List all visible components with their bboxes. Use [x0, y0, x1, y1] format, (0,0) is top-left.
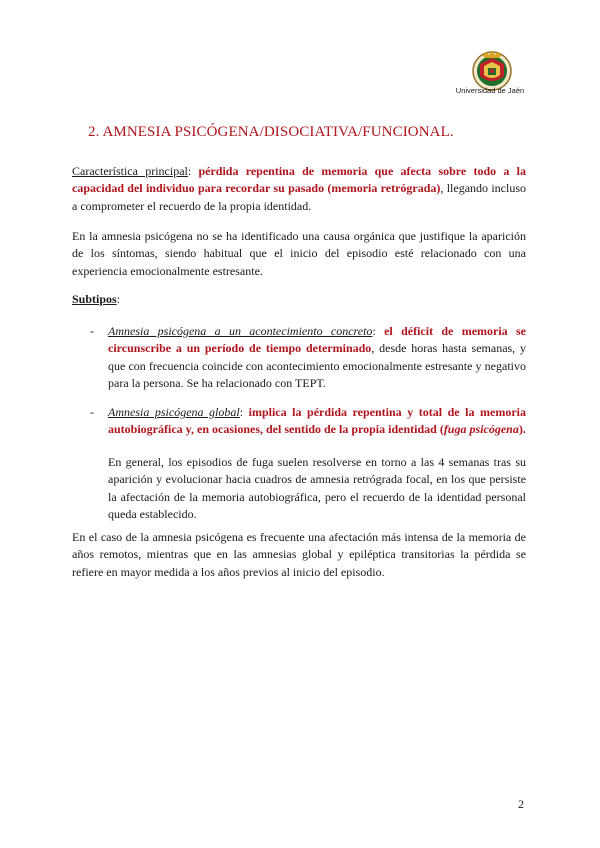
subtype-sep: :	[239, 405, 249, 419]
subtype-name: Amnesia psicógena a un acontecimiento concreto	[108, 324, 373, 338]
subtype-item-concrete-event	[108, 323, 526, 393]
characteristic-rest: , llegando incluso a comprometer el recuerdo de la propia identidad.	[72, 181, 527, 213]
subtypes-label: Subtipos	[72, 292, 117, 306]
origin-paragraph: En la amnesia psicógena no se ha identificado una causa orgánica que justifique la aparición de los síntomas, siendo habitual que el inicio del episodio esté relacionado con una experiencia emocionalmente estresante.	[72, 229, 526, 278]
subtype-sep: :	[372, 324, 385, 338]
subtype-highlight-italic: fuga psicógena	[443, 422, 519, 437]
main-characteristic-paragraph	[72, 163, 526, 215]
subtypes-colon: :	[116, 292, 121, 306]
characteristic-highlight: pérdida repentina de memoria que afecta sobre todo a la capacidad del individuo para recordar su pasado (memoria retrógrada)	[72, 164, 526, 196]
subtype-highlight: el déficit de memoria se circunscribe a un período de tiempo determinado	[108, 324, 526, 356]
page-number: 2	[518, 797, 524, 811]
subtype-name: Amnesia psicógena global	[108, 405, 240, 419]
list-bullet: -	[90, 324, 94, 338]
subtypes-heading	[72, 291, 526, 308]
list-bullet: -	[90, 405, 94, 419]
subtype-highlight: implica la pérdida repentina y total de la memoria autobiográfica y, en ocasiones, del sentido de la propia identidad (	[108, 405, 526, 437]
characteristic-label: Característica principal	[72, 164, 188, 178]
section-title: 2. AMNESIA PSICÓGENA/DISOCIATIVA/FUNCIONAL.	[88, 124, 454, 140]
subtype-highlight-end: ).	[518, 422, 526, 437]
closing-paragraph: En el caso de la amnesia psicógena es frecuente una afectación más intensa de la memoria de años remotos, mientras que en las amnesias global y epiléptica transitorias la pérdida se refiere en mayor medida a los años previos al inicio del episodio.	[72, 530, 526, 579]
subtype-item-global	[108, 404, 526, 439]
subtype-rest: , desde horas hasta semanas, y que con frecuencia coincide con acontecimiento emocionalmente estresante y negativo para la persona. Se ha relacionado con TEPT.	[108, 341, 526, 391]
subtype-global-detail: En general, los episodios de fuga suelen resolverse en torno a las 4 semanas tras su aparición y evolucionar hacia cuadros de amnesia retrógrada focal, en los que persiste la afectación de la memoria autobiográfica, pero el recuerdo de la identidad personal queda establecido.	[108, 455, 526, 522]
characteristic-colon: :	[187, 164, 199, 178]
university-name: Universidad de Jaén	[455, 86, 525, 95]
